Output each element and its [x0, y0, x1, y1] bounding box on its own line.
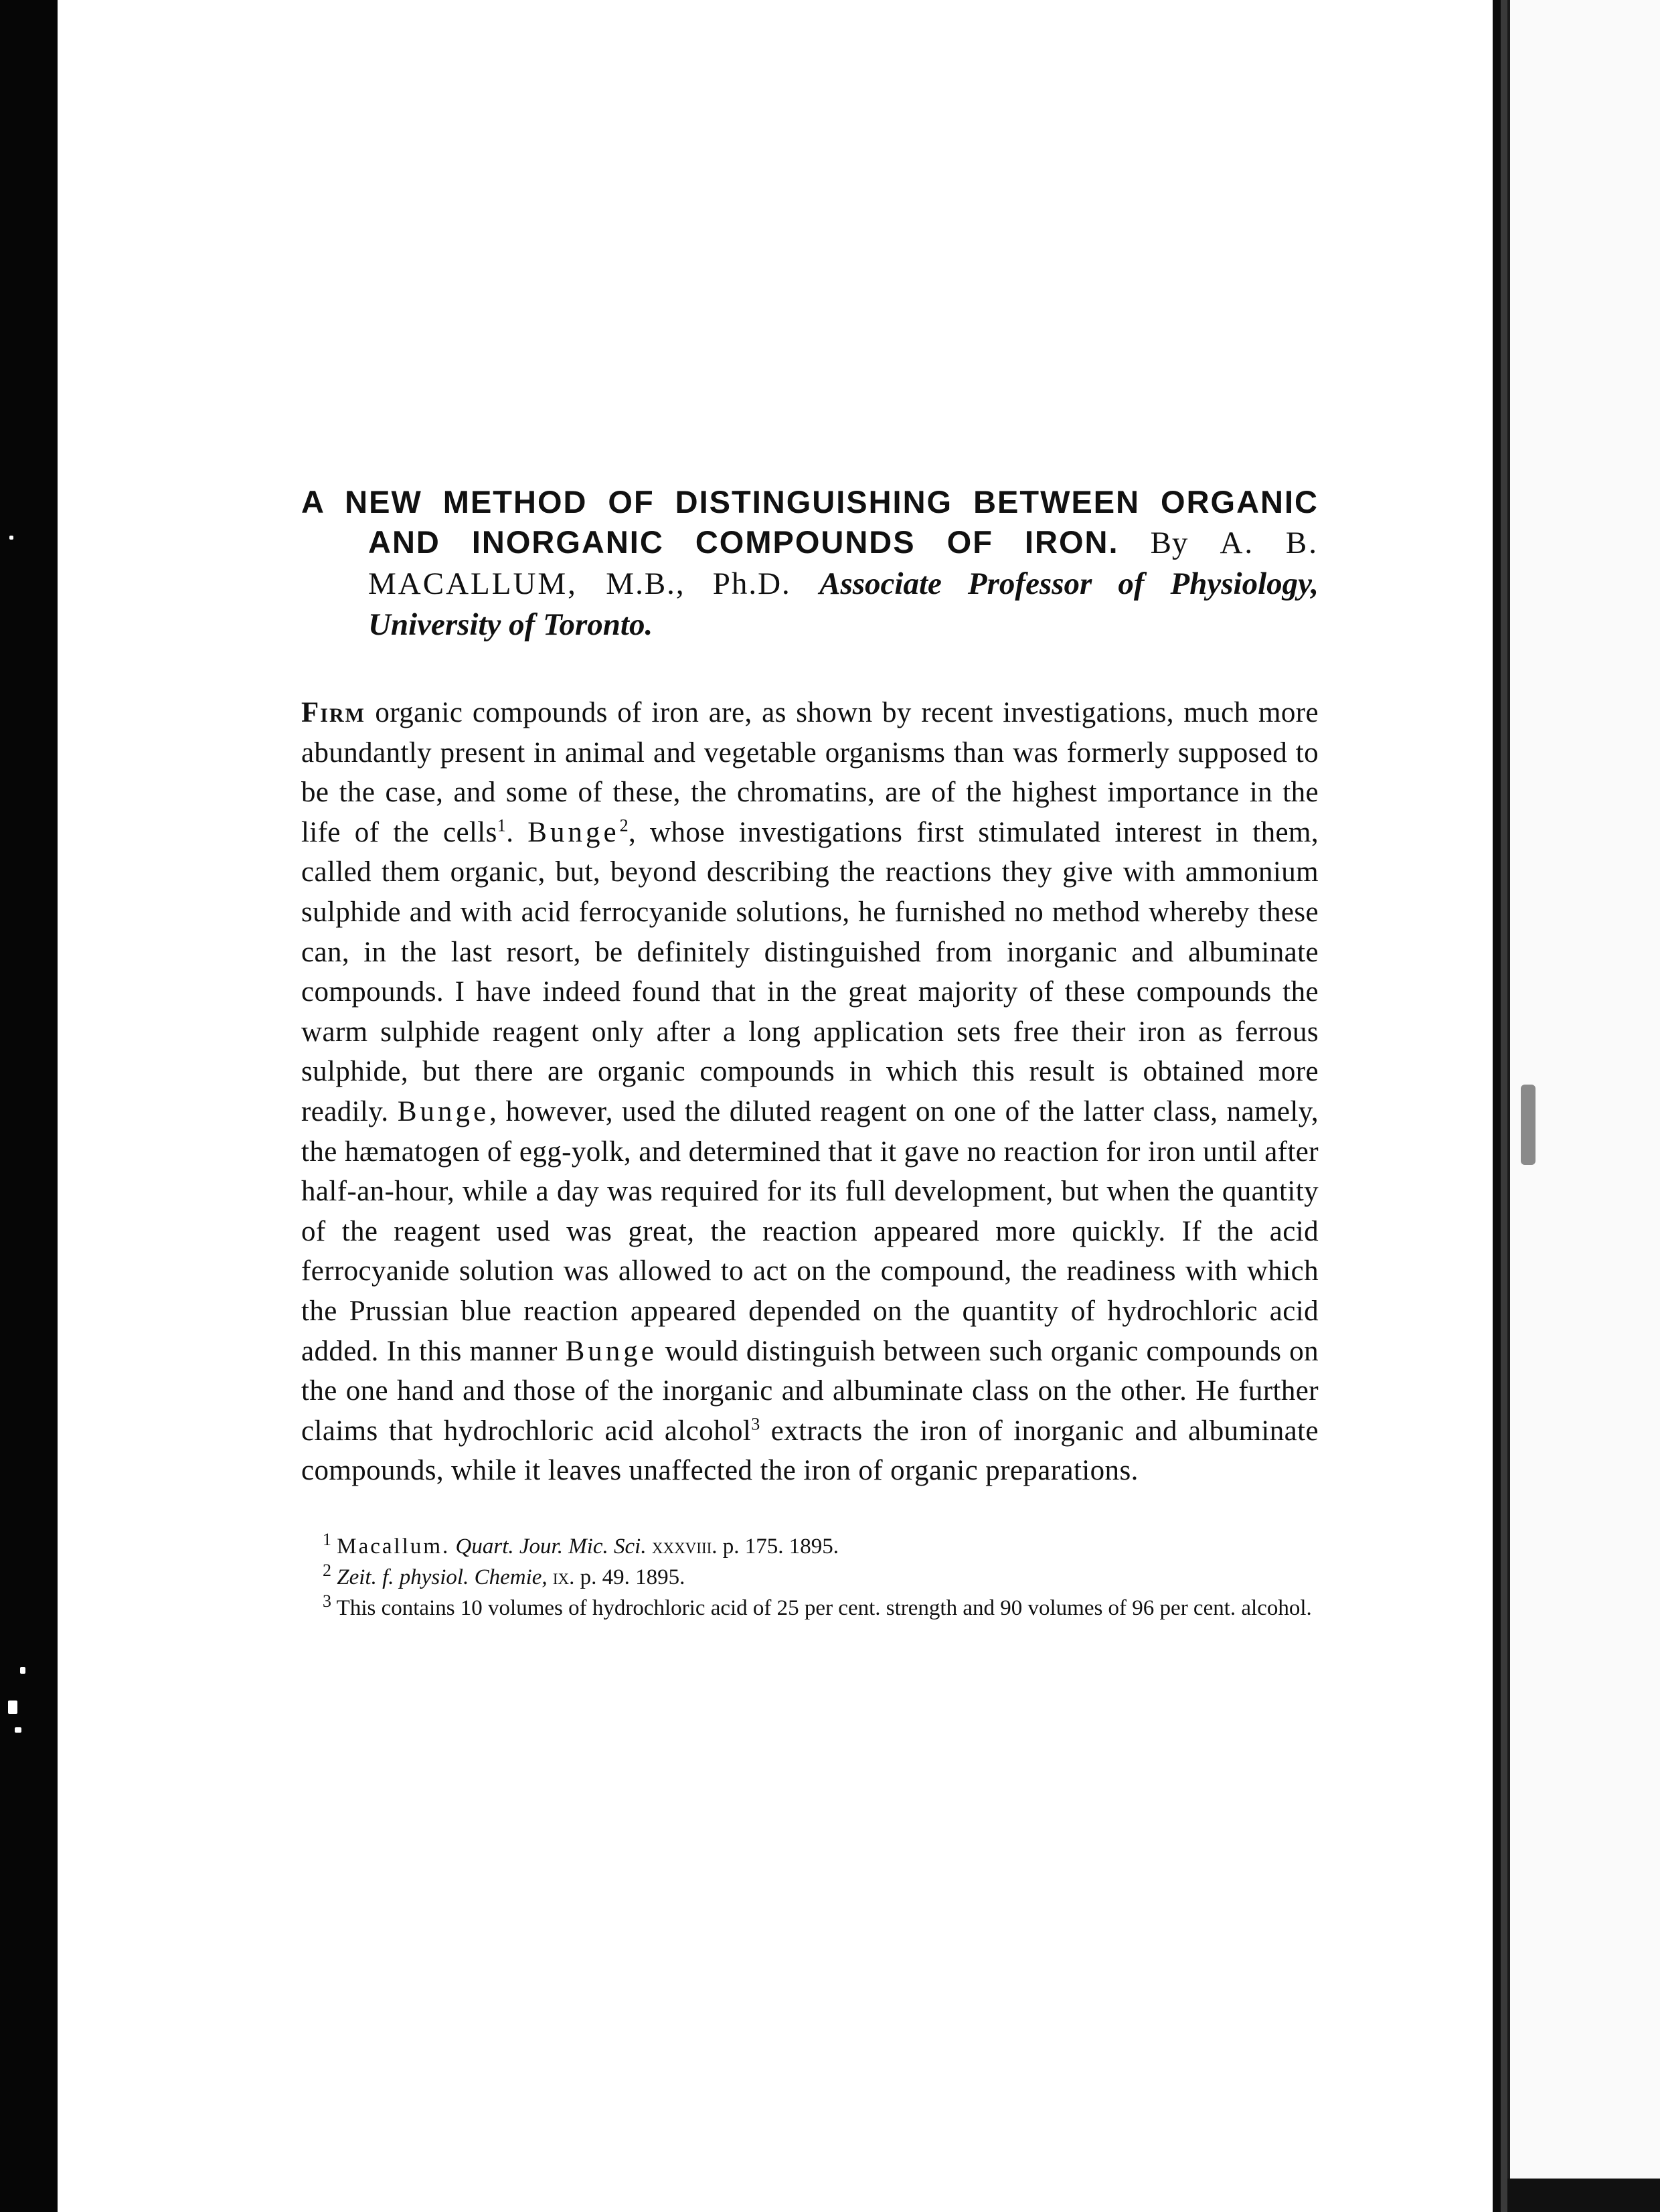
- scan-speck: [20, 1667, 25, 1674]
- footnote-journal: Zeit. f. physiol. Chemie,: [337, 1565, 548, 1589]
- book-spine-edge: [1493, 0, 1501, 2212]
- body-paragraph: [301, 693, 1319, 1491]
- adjacent-page-edge: [1507, 0, 1510, 2212]
- article: [301, 482, 1319, 1624]
- body-text-segment: organic compounds of iron are, as shown by recent investigations, much more abundantly present in animal and vegetable organisms than was formerly supposed to be the case, and some of these, the chromatins, are of the highest importance in the life of the cells: [301, 697, 1319, 848]
- adjacent-page-mark: [1521, 1085, 1536, 1165]
- footnote-volume: xxxviii.: [651, 1534, 718, 1559]
- footnote-1: [301, 1531, 1319, 1562]
- author-affiliation: Associate Professor of Physiology, University of Toronto.: [368, 566, 1319, 642]
- scan-left-border: [0, 0, 58, 2212]
- author-degrees: M.B., Ph.D.: [606, 566, 791, 601]
- footnote-pages: p. 49. 1895.: [580, 1565, 685, 1589]
- lead-word: Firm: [301, 697, 365, 728]
- book-spine-gap: [1501, 0, 1507, 2212]
- footnote-pages: p. 175. 1895.: [722, 1534, 839, 1559]
- name-bunge: Bunge: [565, 1335, 657, 1367]
- scan-bottom-edge: [1507, 2179, 1660, 2212]
- footnote-ref: 2: [619, 815, 629, 836]
- footnote-number: 3: [323, 1591, 331, 1611]
- footnote-number: 1: [323, 1529, 331, 1549]
- footnote-ref: 1: [497, 815, 507, 836]
- footnote-ref: 3: [751, 1414, 760, 1434]
- footnotes: [301, 1531, 1319, 1624]
- footnote-journal: Quart. Jour. Mic. Sci.: [455, 1534, 647, 1559]
- body-text-segment: would distinguish between such organic compounds on the one hand and those of the inorganic and albuminate class on the other. He further claims that hydrochloric acid alcohol: [301, 1335, 1319, 1447]
- name-bunge: Bunge: [527, 816, 620, 848]
- body-text-segment: , whose investigations first stimulated interest in them, called them organic, but, beyond describing the reactions they give with ammonium sulphide and with acid ferrocyanide solutions, he furnished no method whereby these can, in the last resort, be definitely distinguished from inorganic and albuminate compounds. I have indeed found that in the great majority of these compounds the warm sulphide reagent only after a long application sets free their iron as ferrous sulphide, but there are organic compounds in which this result is obtained more readily.: [301, 816, 1319, 1127]
- footnote-number: 2: [323, 1560, 331, 1580]
- footnote-author: Macallum.: [337, 1534, 450, 1559]
- footnote-volume: ix.: [552, 1565, 575, 1589]
- article-title: A NEW METHOD OF DISTINGUISHING BETWEEN ORGANIC AND INORGANIC COMPOUNDS OF IRON.: [301, 484, 1319, 560]
- body-text-segment: .: [506, 816, 528, 848]
- scan-speck: [9, 536, 13, 540]
- scan-speck: [15, 1727, 21, 1733]
- body-text-segment: extracts the iron of inorganic and albuminate compounds, while it leaves unaffected the iron of organic preparations.: [301, 1415, 1319, 1487]
- footnote-3: [301, 1593, 1319, 1624]
- author-name: A. B. MACALLUM,: [368, 526, 1319, 601]
- scan-speck: [8, 1701, 17, 1714]
- name-bunge: Bunge: [397, 1095, 490, 1127]
- footnote-text: This contains 10 volumes of hydrochloric acid of 25 per cent. strength and 90 volumes of 96 per cent. alcohol.: [336, 1595, 1312, 1620]
- byline-prefix: By: [1150, 526, 1189, 560]
- body-text-segment: , however, used the diluted reagent on one of the latter class, namely, the hæmatogen of egg-yolk, and determined that it gave no reaction for iron until after half-an-hour, while a day was required for its full development, but when the quantity of the reagent used was great, the reaction appeared more quickly. If the acid ferrocyanide solution was allowed to act on the compound, the readiness with which the Prussian blue reaction appeared depended on the quantity of hydrochloric acid added. In this manner: [301, 1095, 1319, 1367]
- article-heading: [301, 482, 1319, 645]
- footnote-2: [301, 1562, 1319, 1593]
